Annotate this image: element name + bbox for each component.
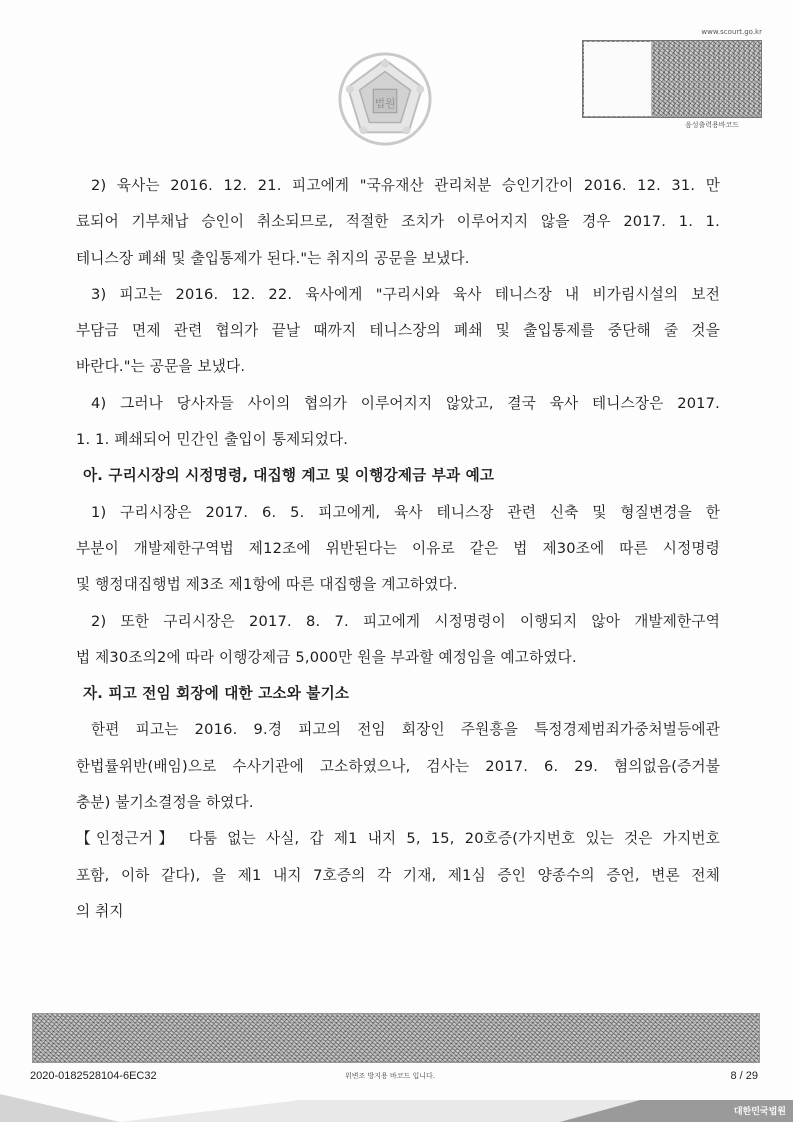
court-seal-icon xyxy=(336,50,434,148)
qr-url: www.scourt.go.kr xyxy=(701,28,762,36)
anti-forgery-barcode xyxy=(32,1013,760,1063)
page-number: 8 / 29 xyxy=(730,1070,758,1082)
text-line: 부담금 면제 관련 협의가 끝날 때까지 테니스장의 폐쇄 및 출입통제를 중단해 줄 것을 xyxy=(76,322,720,340)
text-line: 충분) 불기소결정을 하였다. xyxy=(76,794,254,812)
body-text xyxy=(76,168,720,930)
text-line: 의 취지 xyxy=(76,902,124,920)
text-line: 【인정근거】 다툼 없는 사실, 갑 제1 내지 5, 15, 20호증(가지번호 있는 것은 가지번호 xyxy=(76,830,720,848)
forgery-note: 위변조 방지용 바코드 입니다. xyxy=(344,1072,436,1080)
text-line: 3) 피고는 2016. 12. 22. 육사에게 "구리시와 육사 테니스장 내 비가림시설의 보전 xyxy=(91,285,720,303)
section-heading: 아. 구리시장의 시정명령, 대집행 계고 및 이행강제금 부과 예고 xyxy=(83,467,495,485)
text-line: 1. 1. 폐쇄되어 민간인 출입이 통제되었다. xyxy=(76,431,349,449)
barcode-blank-area xyxy=(584,42,652,116)
text-line: 2) 또한 구리시장은 2017. 8. 7. 피고에게 시정명령이 이행되지 않아 개발제한구역 xyxy=(91,612,720,630)
text-line: 1) 구리시장은 2017. 6. 5. 피고에게, 육사 테니스장 관련 신축 및 형질변경을 한 xyxy=(91,503,720,521)
text-line: 포함, 이하 같다), 을 제1 내지 7호증의 각 기재, 제1심 증인 양종수의 증언, 변론 전체 xyxy=(76,866,720,884)
document-id: 2020-0182528104-6EC32 xyxy=(30,1070,157,1082)
text-line: 바란다."는 공문을 보냈다. xyxy=(76,358,246,376)
footer-band xyxy=(0,1094,793,1122)
text-line: 부분이 개발제한구역법 제12조에 위반된다는 이유로 같은 법 제30조에 따른 시정명령 xyxy=(76,539,720,557)
text-line: 한법률위반(배임)으로 수사기관에 고소하였으나, 검사는 2017. 6. 29. 혐의없음(증거불 xyxy=(76,757,720,775)
text-line: 테니스장 폐쇄 및 출입통제가 된다."는 취지의 공문을 보냈다. xyxy=(76,249,470,267)
text-line: 4) 그러나 당사자들 사이의 협의가 이루어지지 않았고, 결국 육사 테니스장은 2017. xyxy=(91,394,720,412)
text-line: 법 제30조의2에 따라 이행강제금 5,000만 원을 부과할 예정임을 예고하였다. xyxy=(76,648,577,666)
section-heading: 자. 피고 전임 회장에 대한 고소와 불기소 xyxy=(83,685,350,703)
court-name: 대한민국법원 xyxy=(733,1107,786,1117)
qr-caption: 음성출력용바코드 xyxy=(684,121,740,129)
text-line: 및 행정대집행법 제3조 제1항에 따른 대집행을 계고하였다. xyxy=(76,576,458,594)
seal-label: 법원 xyxy=(374,96,396,110)
text-line: 한편 피고는 2016. 9.경 피고의 전임 회장인 주원흥을 특정경제범죄가중처벌등에관 xyxy=(91,721,720,739)
text-line: 료되어 기부채납 승인이 취소되므로, 적절한 조치가 이루어지지 않을 경우 2017. 1. 1. xyxy=(76,213,720,231)
text-line: 2) 육사는 2016. 12. 21. 피고에게 "국유재산 관리처분 승인기간이 2016. 12. 31. 만 xyxy=(91,177,720,194)
